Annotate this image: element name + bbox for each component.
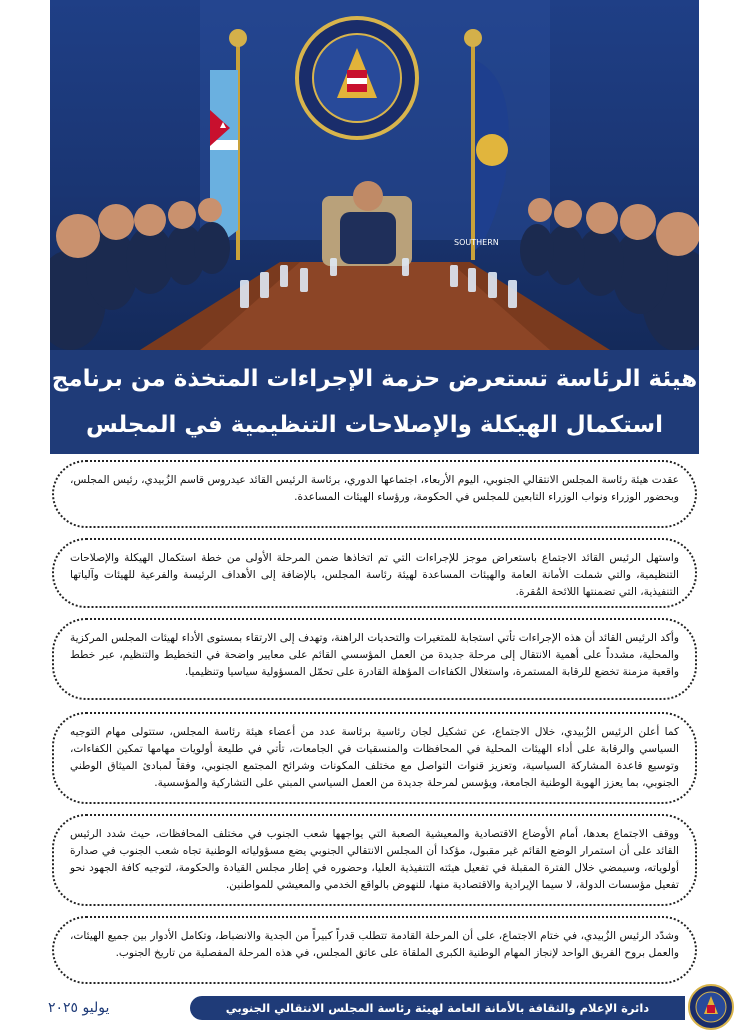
paragraph-box-3: وأكد الرئيس القائد أن هذه الإجراءات تأتي استجابة للمتغيرات والتحديات الراهنة، وتهدف إلى الارتقاء بمستوى الأداء لهيئات المجلس المركزية والمحلية، مشدداً على أهمية الانتقال إلى مرحلة جديدة من العمل المؤسسي القائم على معايير واضحة في التخطيط والتنظيم، عبر خطط واقعية مزمنة تخضع للرقابة المستمرة، واستغلال الكفاءات المؤهلة القادرة على تحمّل المسؤولية سياسيا وتنظيميا.: [52, 618, 697, 700]
council-emblem-icon: [297, 18, 417, 138]
headline-line-2: استكمال الهيكلة والإصلاحات التنظيمية في المجلس: [85, 412, 664, 438]
paragraph-box-1: عقدت هيئة رئاسة المجلس الانتقالي الجنوبي، اليوم الأربعاء، اجتماعها الدوري، برئاسة الرئيس القائد عيدروس قاسم الزُبيدي، رئيس المجلس، وبحضور الوزراء ونواب الوزراء التابعين للمجلس في الحكومة، ورؤساء الهيئات المساعدة.: [52, 460, 697, 528]
flag-text: SOUTHERN: [454, 238, 499, 247]
footer-department: دائرة الإعلام والثقافة بالأمانة العامة لهيئة رئاسة المجلس الانتقالي الجنوبي: [190, 996, 685, 1020]
paragraph-box-6: وشدّد الرئيس الزُبيدي، في ختام الاجتماع، على أن المرحلة القادمة تتطلب قدراً كبيراً من الجدية والانضباط، وتكامل الأدوار بين جميع الهيئات، والعمل بروح الفريق الواحد لإنجاز المهام الوطنية الكبرى الملقاة على عاتق المجلس، في هذه المرحلة المفصلية من تاريخ الجنوب.: [52, 916, 697, 984]
paragraph-box-2: واستهل الرئيس القائد الاجتماع باستعراض موجز للإجراءات التي تم اتخاذها ضمن المرحلة الأولى من خطة استكمال الهيكلة والإصلاحات التنظيمية، والتي شملت الأمانة العامة والهيئات المساعدة لهيئة رئاسة المجلس، بالإضافة إلى الأهداف الرئيسة والفرعية للهيئات وآلياتها التنفيذية، التي تضمنتها اللائحة المُقرة.: [52, 538, 697, 608]
footer-date: يوليو ٢٠٢٥: [48, 1000, 110, 1016]
paragraph-box-5: ووقف الاجتماع بعدها، أمام الأوضاع الاقتصادية والمعيشية الصعبة التي يواجهها شعب الجنوب في مختلف المحافظات، حيث شدد الرئيس القائد على أن استمرار الوضع القائم غير مقبول، مؤكدا أن المجلس الانتقالي الجنوبي يضع مسؤولياته الوطنية تجاه شعب الجنوب في صدارة أولوياته، وسيمضي خلال الفترة المقبلة في تفعيل هيئته التنفيذية العليا، وحضوره في إطار مجلس القيادة والحكومة، لتوجيه كافة الجهود نحو تفعيل مؤسسات الدولة، لا سيما الإيرادية والاقتصادية منها، للنهوض بالواقع الخدمي والمعيشي للمواطنين.: [52, 814, 697, 906]
paragraph-box-4: كما أعلن الرئيس الزُبيدي، خلال الاجتماع، عن تشكيل لجان رئاسية برئاسة عدد من أعضاء هيئة رئاسة المجلس، ستتولى مهام التوجيه السياسي والرقابة على أداء الهيئات المحلية في المحافظات والمنسقيات في الجامعات، تأتي في طليعة أولويات مهامها تمكين الكفاءات، وتوسيع قاعدة المشاركة السياسية، وتعزيز قنوات التواصل مع مختلف المكونات وشرائح المجتمع الجنوبي، وفقاً لمبادئ الميثاق الوطني الجنوبي، بما يعزز الهوية الوطنية الجامعة، ويؤسس لمرحلة جديدة من العمل السياسي المبني على التشاركية والمؤسسية.: [52, 712, 697, 804]
meeting-photo: [50, 0, 699, 350]
headline-line-1: هيئة الرئاسة تستعرض حزمة الإجراءات المتخذة من برنامج: [51, 366, 698, 392]
headline-band: [50, 350, 699, 454]
